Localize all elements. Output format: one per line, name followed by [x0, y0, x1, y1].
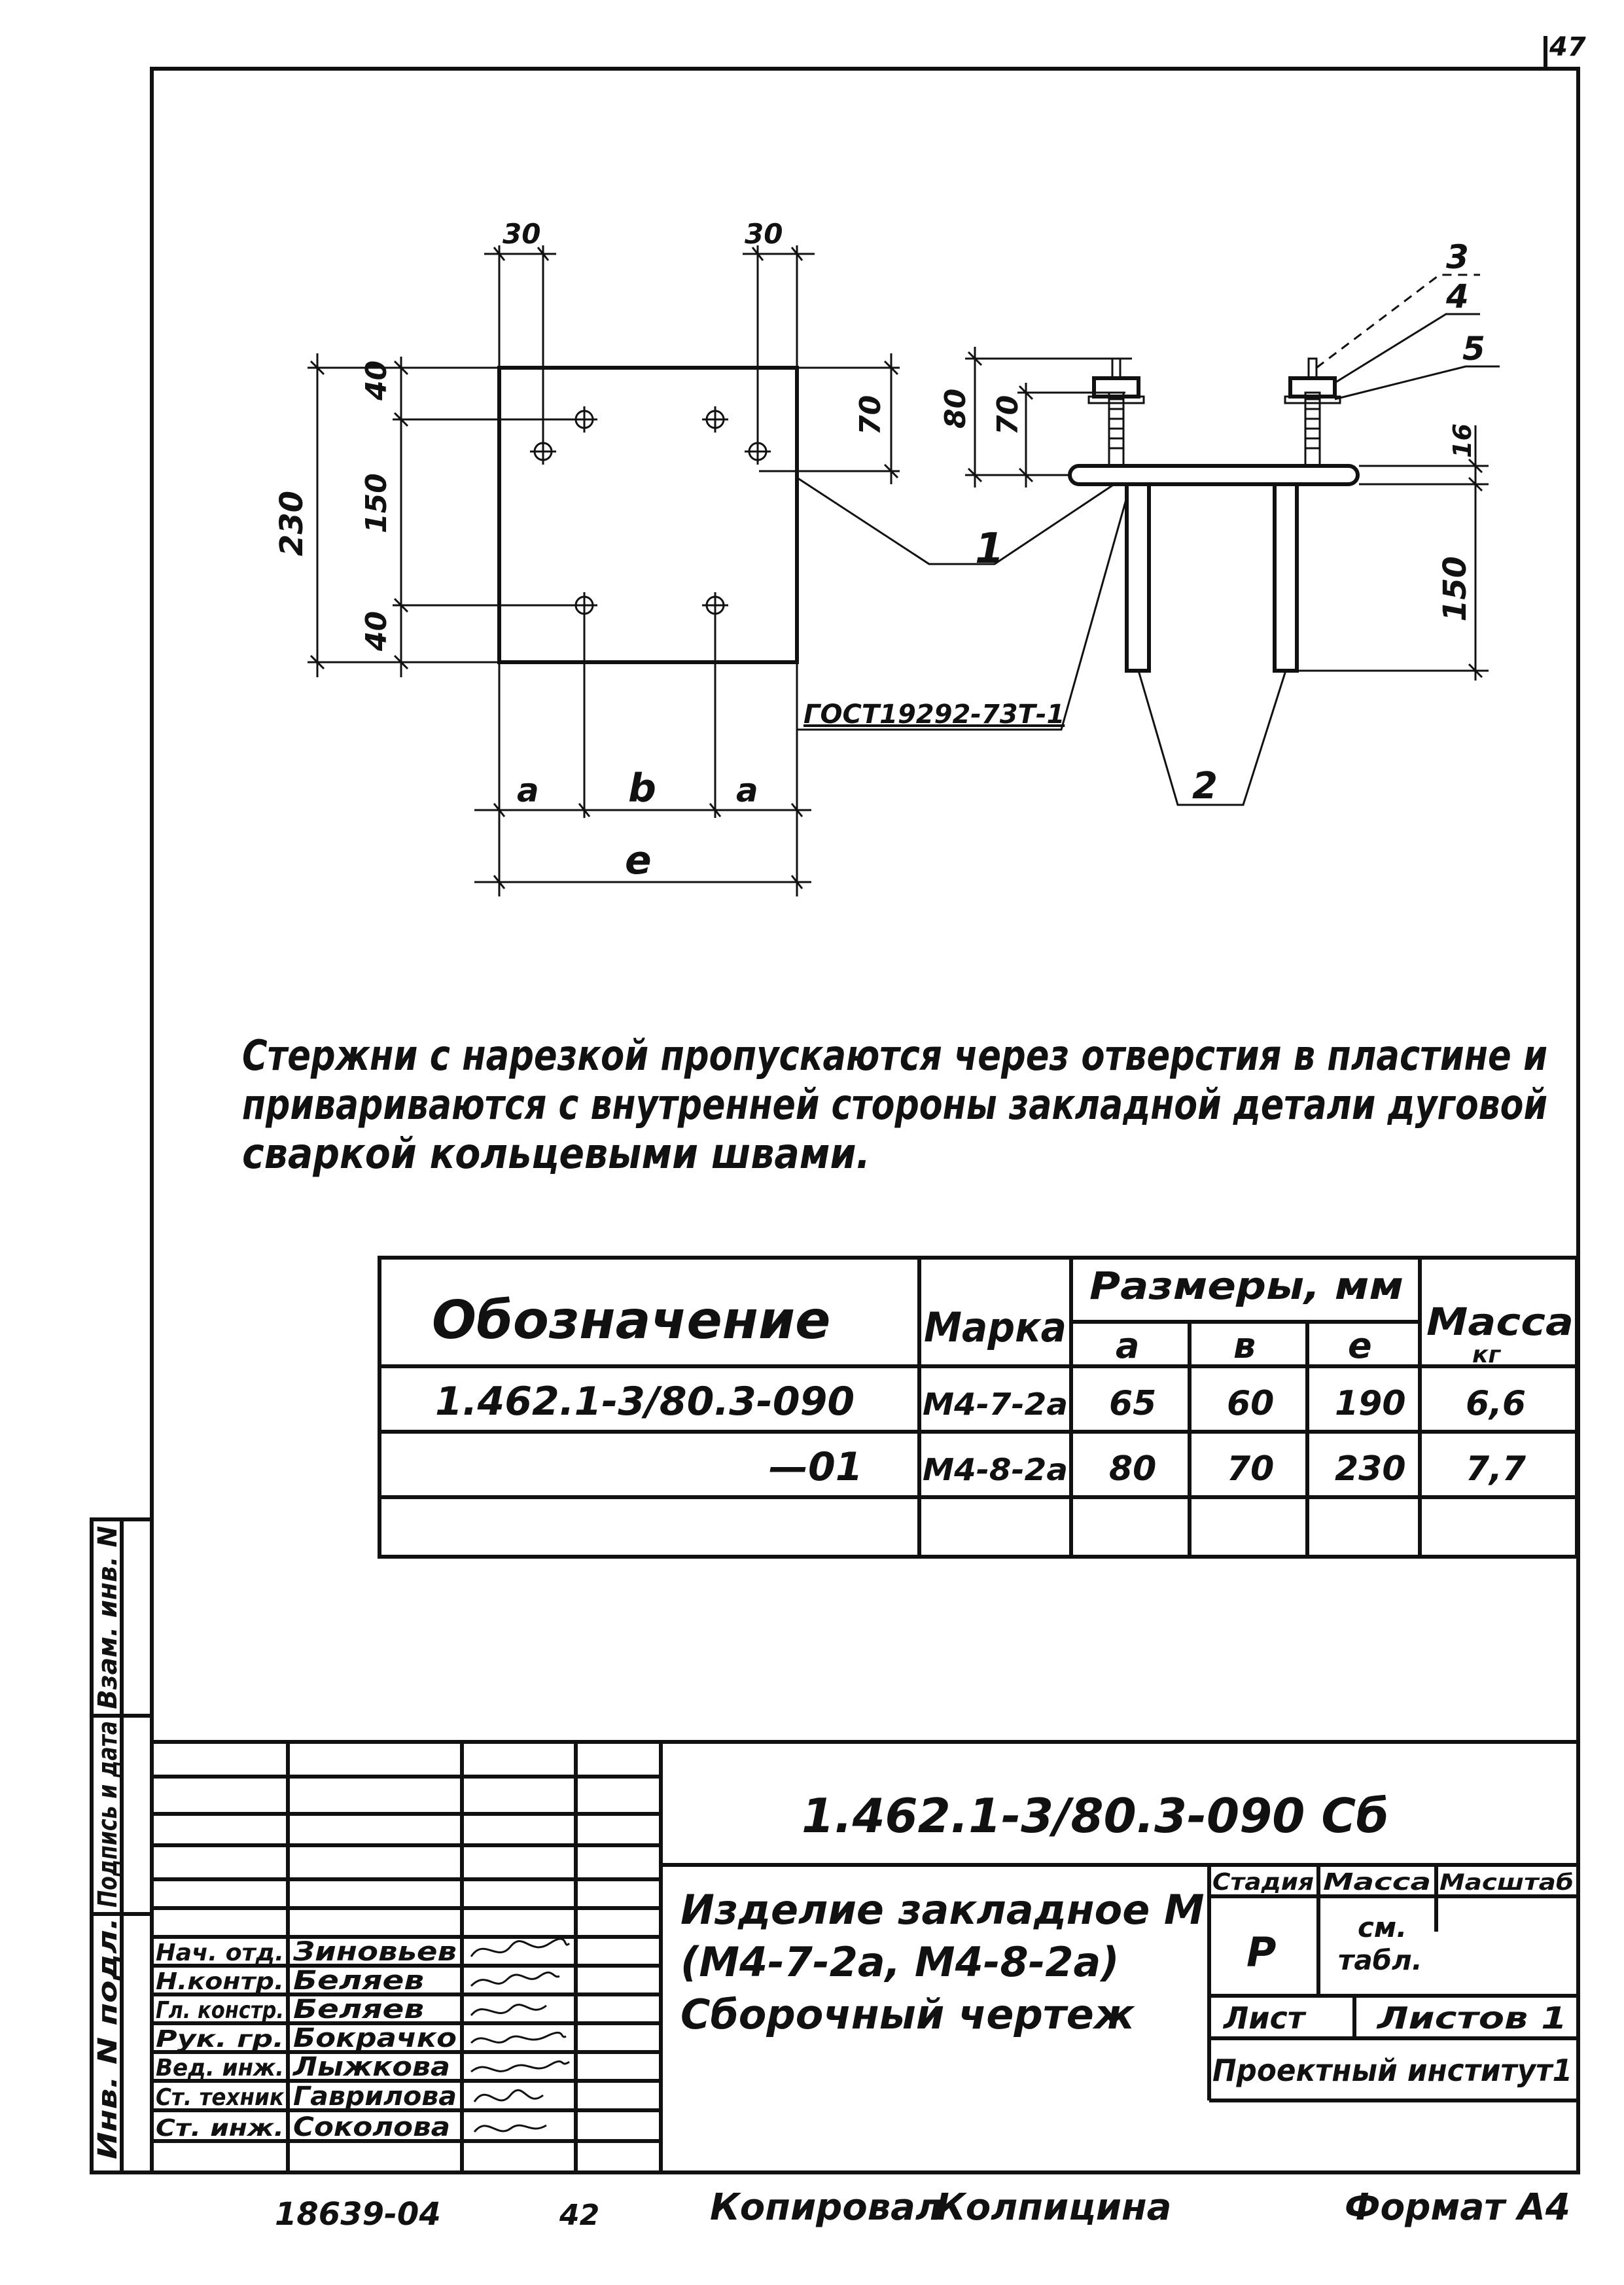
row-e: 190 [1335, 1384, 1406, 1423]
staff-role: Н.контр. [156, 1968, 284, 1995]
row-e: 230 [1335, 1449, 1406, 1489]
organization: Проектный институт1 [1212, 2053, 1572, 2088]
note-line-3: сваркой кольцевыми швами. [242, 1130, 870, 1178]
table-header-mass-unit: кг [1472, 1341, 1501, 1368]
callout-5: 5 [1462, 330, 1485, 368]
footer-format: Формат А4 [1345, 2186, 1570, 2229]
row-mark: М4-7-2а [923, 1387, 1068, 1422]
staff-name: Беляев [293, 1994, 424, 2025]
dim-top-right: 30 [745, 218, 783, 250]
sheets-label: Листов 1 [1375, 2000, 1567, 2036]
staff-role: Ст. техник [156, 2084, 285, 2111]
table-header-e: e [1348, 1325, 1372, 1366]
signature-scribbles [471, 1939, 569, 2132]
anchor-stud [1275, 484, 1297, 671]
dim-right-hole: 70 [854, 395, 887, 435]
dim-side-outer: 80 [939, 388, 972, 429]
dim-stud-length: 150 [1437, 556, 1474, 622]
callout-1: 1 [975, 525, 1004, 573]
staff-role: Рук. гр. [156, 2026, 284, 2053]
side-stamp [92, 1519, 152, 2172]
dim-bottom-a-left: a [517, 771, 539, 809]
staff-name: Зиновьев [292, 1937, 457, 1967]
plan-view [274, 218, 900, 896]
mass-label: Масса [1323, 1869, 1431, 1896]
staff-name: Лыжкова [292, 2052, 450, 2082]
title-block [152, 1742, 1578, 2172]
dim-left-bottom: 40 [360, 611, 393, 651]
staff-role: Ст. инж. [156, 2115, 284, 2142]
note-line-2: привариваются с внутренней стороны закладной детали дуговой [242, 1081, 1547, 1129]
dim-bottom-a-right: a [736, 771, 758, 809]
dim-bottom-b: b [628, 766, 656, 811]
callout-4: 4 [1446, 277, 1469, 315]
table-header-a: a [1116, 1325, 1140, 1366]
mass-value-2: табл. [1338, 1944, 1422, 1976]
staff-name: Гаврилова [293, 2081, 457, 2112]
doc-code: 1.462.1-3/80.3-090 Сб [802, 1788, 1389, 1843]
table-header-mass: Масса [1426, 1300, 1574, 1344]
dim-top-left: 30 [503, 218, 541, 250]
table-header-dimensions: Размеры, мм [1089, 1264, 1403, 1308]
stage-label: Стадия [1212, 1869, 1314, 1896]
stamp-signature-date: Подпись и дата [93, 1669, 123, 1907]
spec-table [380, 1258, 1577, 1557]
row-b: 60 [1227, 1384, 1275, 1423]
anchor-stud [1127, 484, 1149, 671]
staff-role: Гл. констр. [156, 1997, 284, 2024]
dim-left-middle: 150 [360, 473, 393, 533]
callout-2: 2 [1192, 765, 1218, 807]
title-line-2: (М4-7-2а, М4-8-2а) [680, 1938, 1120, 1986]
dim-side-inner: 70 [991, 395, 1025, 435]
side-view [939, 238, 1500, 681]
title-line-3: Сборочный чертеж [680, 1991, 1135, 2038]
note-line-1: Стержни с нарезкой пропускаются через отверстия в пластине и [242, 1032, 1547, 1080]
stage-value: Р [1246, 1928, 1277, 1976]
stamp-replaced-inventory: Взам. инв. N [93, 1521, 123, 1709]
title-line-1: Изделие закладное М [680, 1886, 1205, 1934]
staff-role: Нач. отд. [156, 1940, 284, 1966]
nut [1094, 378, 1139, 397]
footer-copied-label: Копировал [710, 2186, 942, 2229]
staff-name: Бокрачко [293, 2023, 457, 2053]
callout-3: 3 [1446, 238, 1469, 276]
bolt-hole [702, 406, 728, 433]
scale-label: Масштаб [1439, 1869, 1574, 1896]
row-mark: М4-8-2а [923, 1452, 1068, 1487]
footer-copied-name: Колпицина [936, 2186, 1172, 2229]
dim-bottom-e: e [625, 838, 652, 883]
sheet-label: Лист [1224, 2000, 1305, 2036]
weld-leader [797, 497, 1127, 730]
row-designation: —01 [769, 1444, 863, 1490]
callout-1-leader [797, 478, 1112, 564]
staff-name: Соколова [293, 2112, 450, 2142]
staff-name: Беляев [293, 1966, 424, 1996]
footer-inventory: 18639-04 [275, 2196, 441, 2233]
weld-reference: ГОСТ19292-73Т-1 [803, 700, 1065, 730]
staff-role: Вед. инж. [156, 2055, 284, 2081]
nut [1290, 378, 1335, 397]
row-b: 70 [1227, 1449, 1275, 1489]
table-header-b: в [1233, 1325, 1256, 1366]
row-a: 80 [1109, 1449, 1157, 1489]
table-header-mark: Марка [924, 1303, 1067, 1351]
stamp-inventory-original: Инв. N подл. [93, 1966, 123, 2159]
mass-value-1: см. [1358, 1911, 1407, 1943]
table-header-designation: Обозначение [432, 1290, 831, 1351]
dim-plate-thickness: 16 [1448, 423, 1477, 458]
sheet-number: 47 [1549, 32, 1586, 62]
row-a: 65 [1109, 1384, 1157, 1423]
dim-overall-height: 230 [274, 490, 310, 556]
plate-side [1070, 466, 1358, 484]
footer-page-ref: 42 [559, 2199, 600, 2232]
row-designation: 1.462.1-3/80.3-090 [435, 1379, 855, 1425]
table-row [769, 1444, 1527, 1490]
row-mass: 7,7 [1466, 1449, 1527, 1489]
dim-left-top: 40 [360, 360, 393, 400]
row-mass: 6,6 [1466, 1384, 1527, 1423]
table-row [435, 1379, 1526, 1425]
